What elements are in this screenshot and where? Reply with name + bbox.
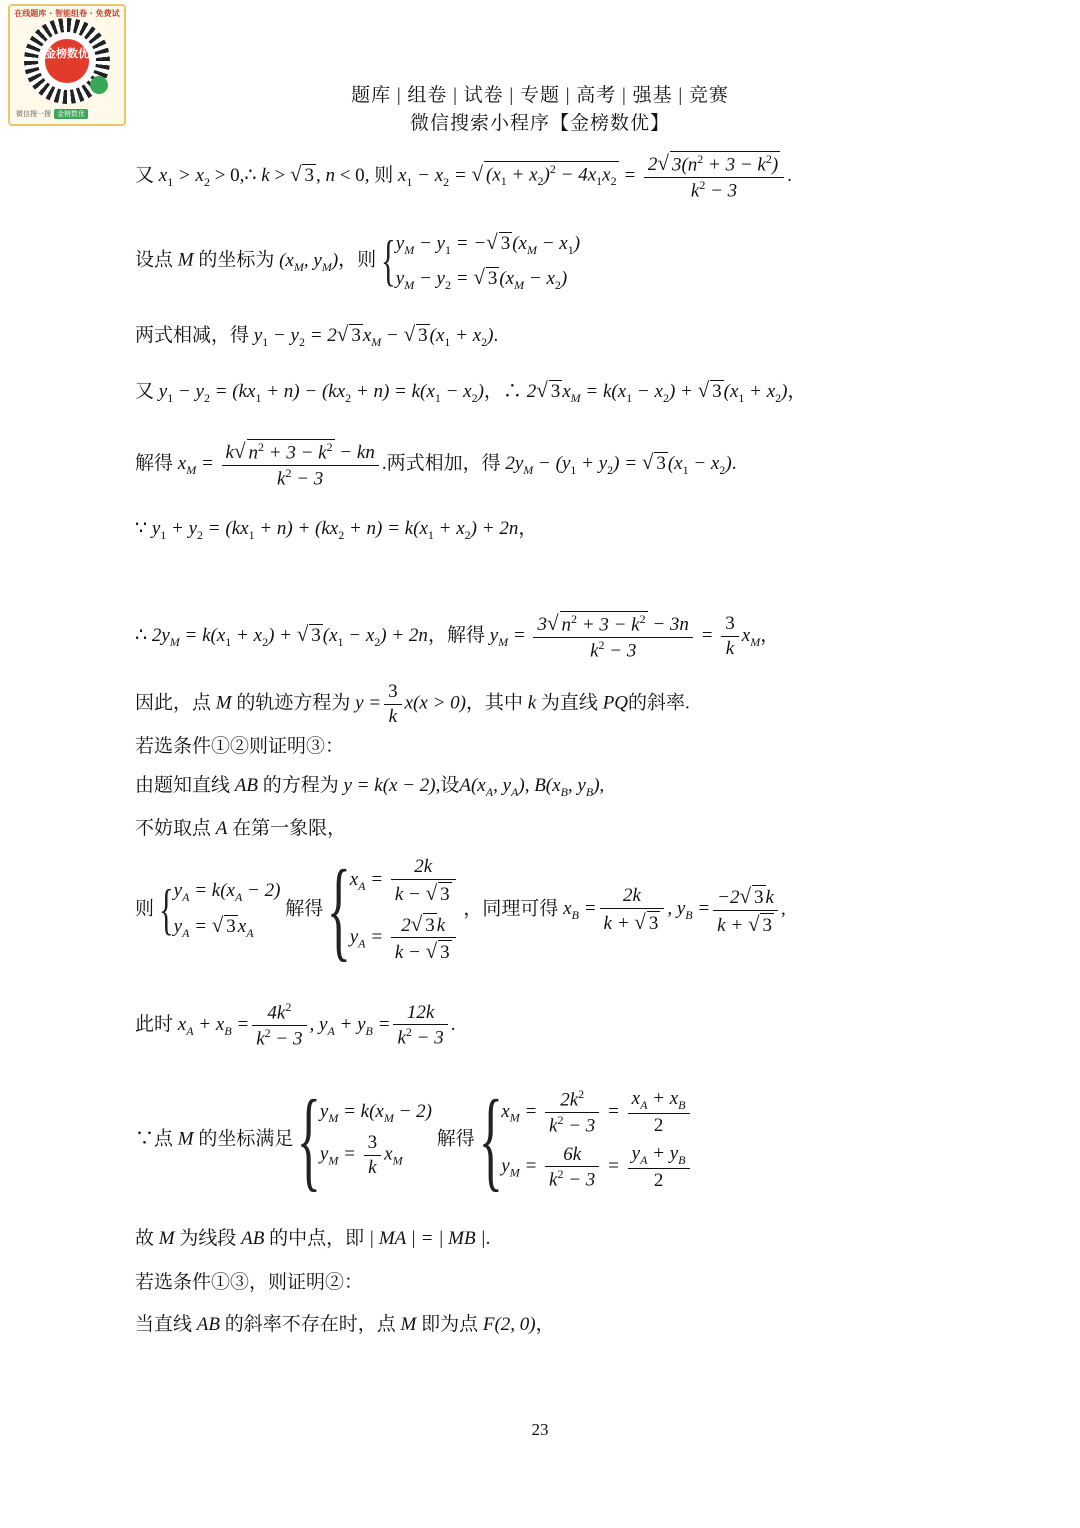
line-17: 当直线 AB 的斜率不存在时，点 M 即为点 F(2, 0)， [135, 1314, 555, 1335]
line-5: 解得 $x_M$ = $\frac{k√ n^2 + 3 - k^2 - kn}{k^2 - 3}$ .两式相加，得 $2y_M - (y_1 + y_2)$ = √ 3 $(x_1 - x_2)$. [135, 439, 737, 490]
line-15: 故 M 为线段 AB 的中点，即 | MA | = | MB |. [135, 1228, 491, 1249]
line-4: 又 $y_1 - y_2 = (kx_1 + n) - (kx_2 + n) = k(x_1 - x_2)$，∴ 2√ 3 $x_M = k(x_1 - x_2)$ + √ 3 $(x_1 + x_2)$， [135, 378, 807, 405]
header-subtitle: 微信搜索小程序【金榜数优】 [409, 113, 670, 134]
line-7: ∴ $2y_M = k(x_1 + x_2)$ + √ 3 $(x_1 - x_2) + 2n$，解得 $y_M$ = $\frac{3√ n^2 + 3 - k^2 - 3n}{k^2 - 3}$ = $\frac{3}{k}$ $x_M$， [135, 611, 780, 662]
line-6: ∵ $y_1 + y_2 = (kx_1 + n) + (kx_2 + n) = k(x_1 + x_2) + 2n$， [135, 518, 538, 542]
line-11: 不妨取点 A 在第一象限， [135, 818, 347, 839]
badge-bar-right: 金榜数优 [54, 109, 88, 119]
header-nav: 题库 | 组卷 | 试卷 | 专题 | 高考 | 强基 | 竞赛 [351, 85, 729, 106]
line-1: 又 $x_1 > x_2$ > 0,∴ k > √ 3 , n < 0, 则 $x_1 - x_2$ = √ $(x_1 + x_2)^2 - 4x_1x_2$ = $\frac{2√ 3(n^2 + 3 - k^2)}{k^2 - 3}$ . [135, 151, 792, 202]
line-12: 则 { $y_A = k(x_A - 2)$ $y_A$ = √ 3 $x_A$ 解得 { $x_A$ = $\frac{2k}{k - √ 3}$ $y_A$ = $\frac{2√ 3 k}{k - √ 3}$ ，同理可得 $x_B$ = $\frac{2k}{k + √ 3}$ , $y_B$ = $\frac{-2√ 3 k}{k + √ 3}$ , [135, 848, 786, 972]
page-number: 23 [531, 1420, 549, 1439]
badge-center-text: 金榜数优 [45, 39, 89, 83]
line-10: 由题知直线 AB 的方程为 y = k(x − 2),设$A(x_A$, $y_A$), $B(x_B$, $y_B$), [135, 775, 605, 799]
line-13: 此时 $x_A + x_B$ = $\frac{4k^2}{k^2 - 3}$ , $y_A + y_B$ = $\frac{12k}{k^2 - 3}$ . [135, 1000, 456, 1050]
line-9: 若选条件①②则证明③： [135, 736, 345, 757]
badge-top-text: 在线题库 · 智能组卷 · 免费试 [14, 9, 120, 18]
line-8: 因此，点 M 的轨迹方程为 y = $\frac{3}{k}$ x(x > 0)，其中 k 为直线 PQ的斜率. [135, 681, 690, 727]
line-16: 若选条件①③，则证明②： [135, 1272, 364, 1293]
line-2: 设点 M 的坐标为 ($x_M$, $y_M$)，则 { $y_M - y_1$ = −√ 3 $(x_M - x_1)$ $y_M - y_2$ = √ 3 $(x_M - x_2)$ [135, 230, 581, 293]
line-3: 两式相减，得 $y_1 - y_2 = 2√$ 3 $x_M$ − √ 3 $(x_1 + x_2)$. [135, 322, 499, 349]
badge-bar-left: 微信搜一搜 [16, 110, 51, 118]
line-14: ∵点 M 的坐标满足 { $y_M = k(x_M - 2)$ $y_M$ = $\frac{3}{k}$ $x_M$ 解得 { $x_M$ = $\frac{2k^2}{k^2 - 3}$ = $\frac{x_A + x_B}{2}$ $y_M$ = $\frac{6k}{k^2 - 3}$ = $\frac{y_A + y_B}{2}$ [135, 1084, 693, 1196]
